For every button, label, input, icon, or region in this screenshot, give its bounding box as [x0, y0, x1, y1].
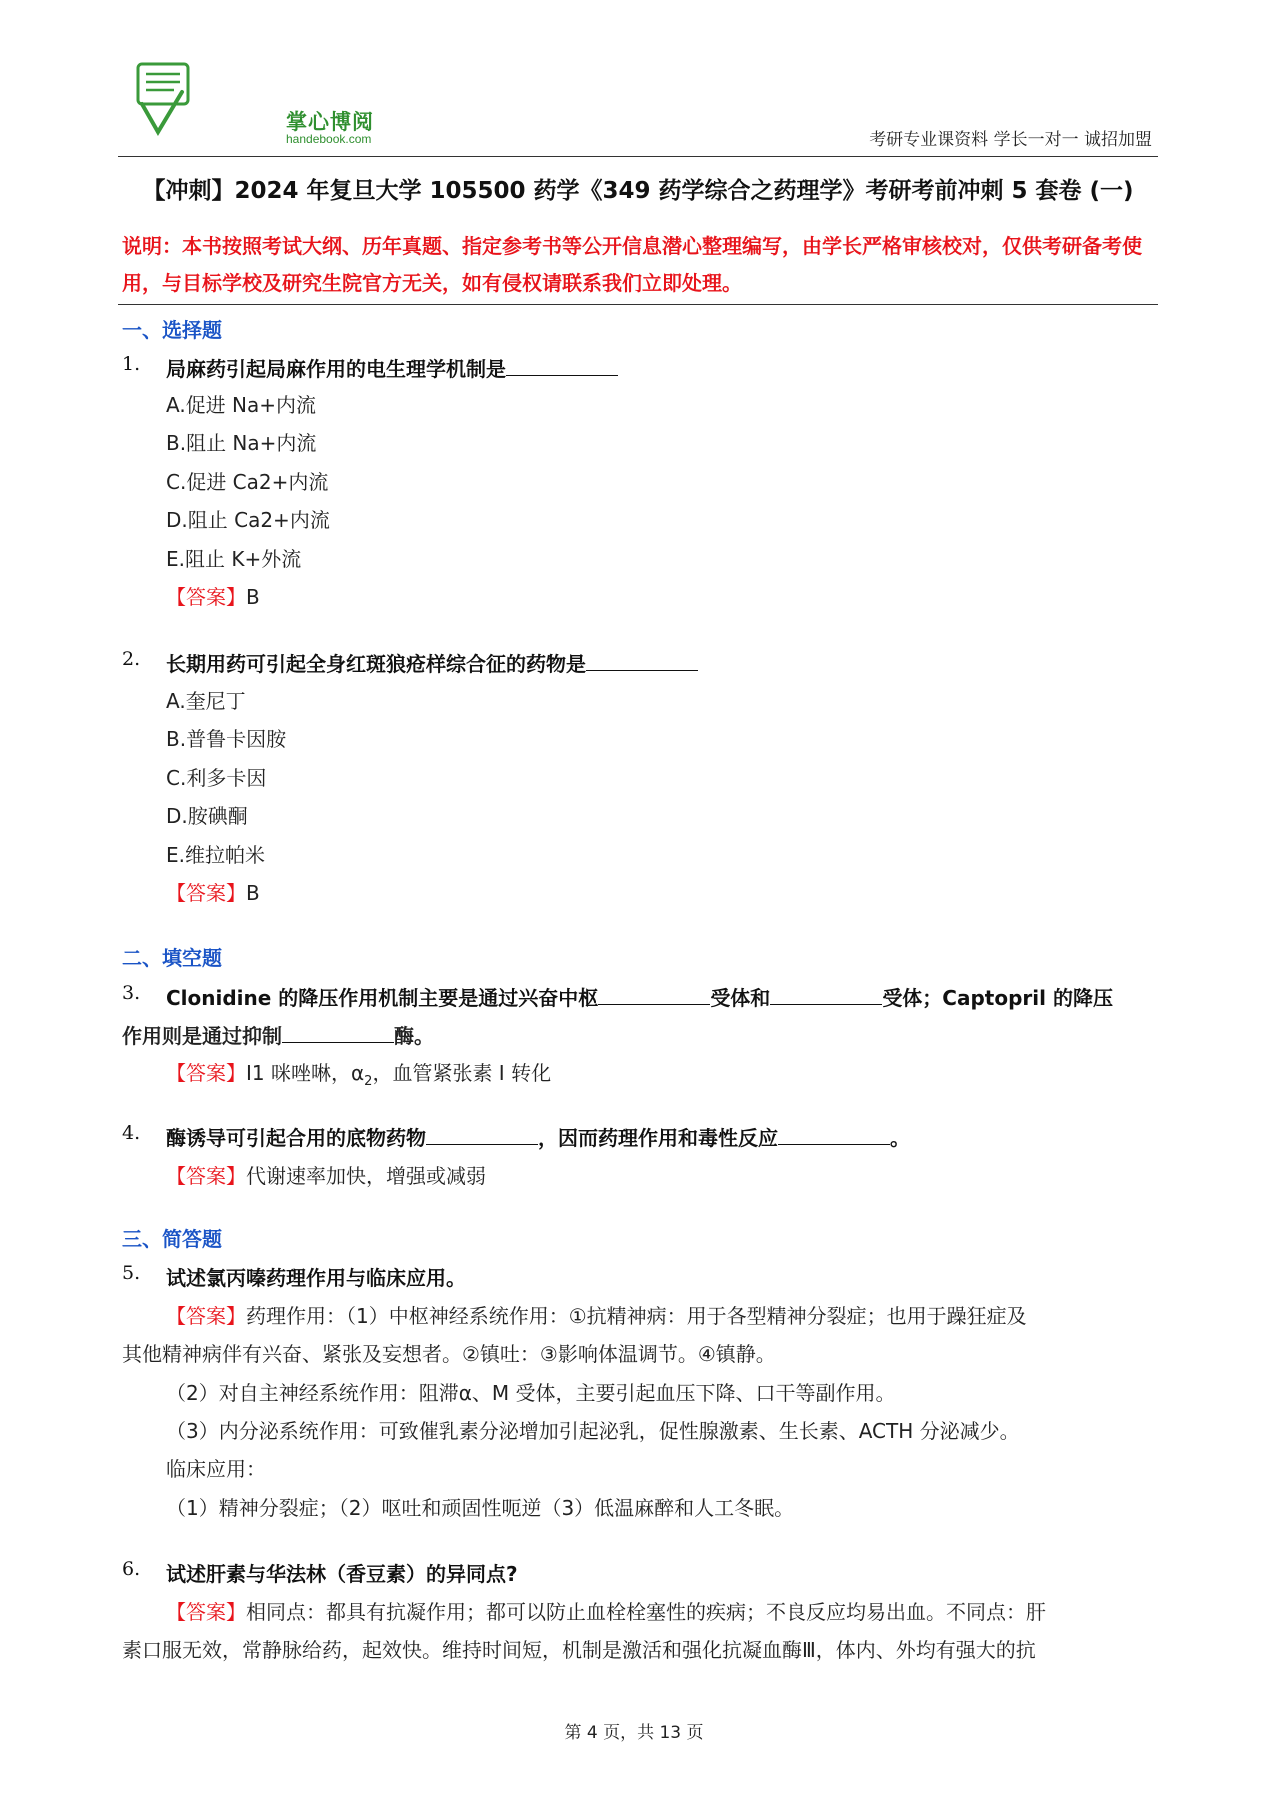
question-text: 试述氯丙嗪药理作用与临床应用。	[166, 1266, 466, 1290]
page-footer: 第 4 页，共 13 页	[564, 1723, 704, 1743]
answer-blank	[598, 1003, 710, 1005]
logo-text: 掌心博阅	[286, 110, 374, 134]
answer: 【答案】相同点：都具有抗凝作用；都可以防止血栓栓塞性的疾病；不良反应均易出血。不同点：肝	[166, 1600, 1046, 1624]
answer-label: 【答案】	[166, 1164, 246, 1188]
answer: 【答案】代谢速率加快，增强或减弱	[166, 1164, 486, 1188]
question-number: 3.	[122, 982, 141, 1004]
option-b: B.阻止 Na+内流	[166, 431, 317, 455]
section-heading-fill: 二、填空题	[122, 946, 222, 970]
answer-line: 其他精神病伴有兴奋、紧张及妄想者。②镇吐：③影响体温调节。④镇静。	[122, 1342, 776, 1366]
option-b: B.普鲁卡因胺	[166, 727, 287, 751]
logo-icon	[136, 62, 276, 148]
question-number: 4.	[122, 1122, 141, 1144]
option-d: D.阻止 Ca2+内流	[166, 508, 330, 532]
answer-label: 【答案】	[166, 1600, 246, 1624]
question-3-continued: 作用则是通过抑制 酶。	[122, 1024, 434, 1048]
question-number: 2.	[122, 648, 141, 670]
section-heading-short-answer: 三、简答题	[122, 1227, 222, 1251]
answer-blank	[778, 1143, 890, 1145]
page-header	[118, 58, 1158, 157]
question-text: 试述肝素与华法林（香豆素）的异同点?	[166, 1562, 518, 1586]
disclaimer-notice: 说明：本书按照考试大纲、历年真题、指定参考书等公开信息潜心整理编写，由学长严格审核校对，仅供考研备考使用，与目标学校及研究生院官方无关，如有侵权请联系我们立即处理。	[122, 234, 1142, 295]
option-d: D.胺碘酮	[166, 804, 248, 828]
answer: 【答案】药理作用：（1）中枢神经系统作用：①抗精神病：用于各型精神分裂症；也用于躁狂症及	[166, 1304, 1027, 1328]
option-c: C.利多卡因	[166, 766, 267, 790]
answer-blank	[426, 1143, 538, 1145]
question-number: 6.	[122, 1558, 141, 1580]
answer-line: （2）对自主神经系统作用：阻滞α、M 受体，主要引起血压下降、口干等副作用。	[166, 1381, 896, 1405]
answer-blank	[770, 1003, 882, 1005]
answer-label: 【答案】	[166, 881, 246, 905]
question-number: 1.	[122, 353, 141, 375]
header-tagline: 考研专业课资料 学长一对一 诚招加盟	[869, 130, 1152, 150]
answer: 【答案】I1 咪唑啉，$\alpha_2$，血管紧张素 I 转化	[166, 1061, 552, 1089]
answer-label: 【答案】	[166, 585, 246, 609]
answer: 【答案】B	[166, 881, 260, 905]
option-a: A.促进 Na+内流	[166, 393, 317, 417]
question-text: 局麻药引起局麻作用的电生理学机制是	[166, 353, 618, 382]
answer-blank	[586, 669, 698, 671]
logo-url: handebook.com	[286, 132, 372, 146]
option-e: E.阻止 K+外流	[166, 547, 302, 571]
divider	[118, 304, 1158, 305]
question-text: 长期用药可引起全身红斑狼疮样综合征的药物是	[166, 648, 698, 677]
answer-line: 素口服无效，常静脉给药，起效快。维持时间短，机制是激活和强化抗凝血酶Ⅲ，体内、外均有强大的抗	[122, 1638, 1036, 1662]
answer-line: 临床应用：	[166, 1457, 266, 1481]
answer-line: （1）精神分裂症；（2）呕吐和顽固性呃逆（3）低温麻醉和人工冬眠。	[166, 1496, 795, 1520]
question-number: 5.	[122, 1262, 141, 1284]
answer-blank	[282, 1041, 394, 1043]
answer: 【答案】B	[166, 585, 260, 609]
question-text: 酶诱导可引起合用的底物药物 ，因而药理作用和毒性反应 。	[166, 1126, 910, 1150]
document-title: 【冲刺】2024 年复旦大学 105500 药学《349 药学综合之药理学》考研考前冲刺 5 套卷 (一)	[142, 178, 1134, 204]
answer-line: （3）内分泌系统作用：可致催乳素分泌增加引起泌乳，促性腺激素、生长素、ACTH 分泌减少。	[166, 1419, 1020, 1443]
section-heading-choice: 一、选择题	[122, 318, 222, 342]
answer-label: 【答案】	[166, 1304, 246, 1328]
question-text: Clonidine 的降压作用机制主要是通过兴奋中枢 受体和 受体；Captopril 的降压	[166, 986, 1113, 1010]
option-e: E.维拉帕米	[166, 843, 265, 867]
answer-label: 【答案】	[166, 1061, 246, 1085]
option-c: C.促进 Ca2+内流	[166, 470, 329, 494]
answer-blank	[506, 374, 618, 376]
option-a: A.奎尼丁	[166, 689, 246, 713]
